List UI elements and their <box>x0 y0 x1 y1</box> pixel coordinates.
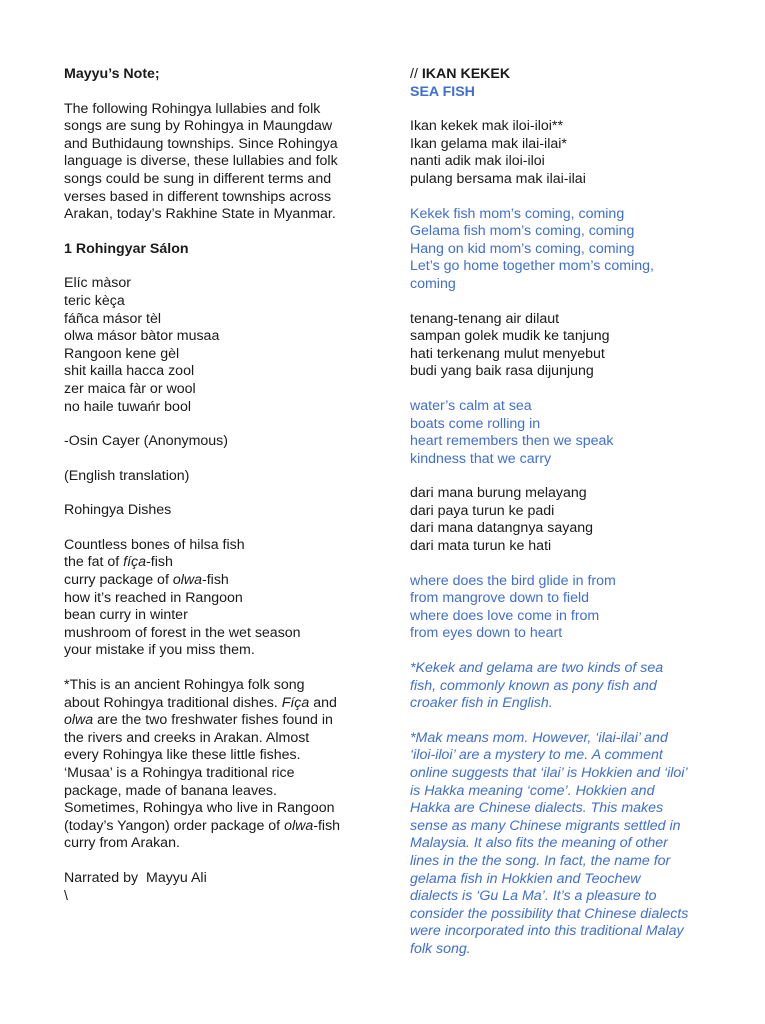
poem-line: water’s calm at sea <box>410 397 532 414</box>
poem-line: Ikan gelama mak ilai-ilai* <box>410 135 567 152</box>
trailing-backslash: \ <box>64 887 68 904</box>
footnote-paragraph <box>64 677 374 853</box>
poem-line: how it’s reached in Rangoon <box>64 589 243 606</box>
poem-line: curry package of olwa-fish <box>64 572 229 589</box>
poem-line: Elíc màsor <box>64 275 132 292</box>
poem-line: Countless bones of hilsa fish <box>64 536 245 553</box>
text-line: curry from Arakan. <box>64 835 180 852</box>
text-line: (today’s Yangon) order package of olwa-fish <box>64 817 341 834</box>
song-heading: // IKAN KEKEK <box>410 66 511 82</box>
text-line: fish, commonly known as pony fish and <box>410 677 657 694</box>
text-line: consider the possibility that Chinese dialects <box>410 905 689 922</box>
text-line: lines in the the song. In fact, the name for <box>410 852 671 869</box>
poem-line: no haile tuwańr bool <box>64 398 191 415</box>
translated-poem <box>64 537 374 660</box>
text-line: verses based in different townships across <box>64 188 332 205</box>
text-line: songs could be sung in different terms and <box>64 170 332 187</box>
rohingya-poem <box>64 275 374 416</box>
note-title: Mayyu’s Note; <box>64 66 160 82</box>
text-line: online suggests that ‘ilai’ is Hokkien and ‘iloi’ <box>410 765 688 781</box>
left-column <box>64 66 374 905</box>
english-stanza-1 <box>410 206 735 294</box>
poem-line: shit kailla hacca zool <box>64 363 195 380</box>
poem-line: dari paya turun ke padi <box>410 502 555 519</box>
text-line: *Mak means mom. However, ‘ilai-ilai’ and <box>410 729 668 746</box>
poem-line: zer maica fàr or wool <box>64 380 196 397</box>
text-line: Hakka are Chinese dialects. This makes <box>410 800 664 817</box>
poem-line: from mangrove down to field <box>410 590 590 607</box>
poem-line: teric kèça <box>64 292 125 309</box>
text-line: were incorporated into this traditional Malay <box>410 923 684 940</box>
song-title: 1 Rohingyar Sálon <box>64 240 189 257</box>
text-line: olwa are the two freshwater fishes found in <box>64 712 333 729</box>
poem-line: heart remembers then we speak <box>410 433 614 450</box>
poem-line: boats come rolling in <box>410 415 541 432</box>
attribution: -Osin Cayer (Anonymous) <box>64 433 228 450</box>
poem-line: fáñca másor tèl <box>64 310 161 327</box>
footnote-mak <box>410 730 735 959</box>
poem-line: from eyes down to heart <box>410 625 563 642</box>
text-line: language is diverse, these lullabies and folk <box>64 153 338 170</box>
text-line: package, made of banana leaves. <box>64 782 277 799</box>
malay-stanza-3 <box>410 485 735 555</box>
text-line: Malaysia. It also fits the meaning of other <box>410 835 668 852</box>
text-line: ‘iloi-iloi’ are a mystery to me. A comment <box>410 747 663 764</box>
text-line: songs are sung by Rohingya in Maungdaw <box>64 118 333 135</box>
text-line: Sometimes, Rohingya who live in Rangoon <box>64 800 335 817</box>
text-line: dialects is ‘Gu La Ma’. It’s a pleasure to <box>410 888 657 905</box>
poem-line: Let’s go home together mom’s coming, <box>410 258 654 275</box>
song-subheading: SEA FISH <box>410 83 475 100</box>
poem-line: kindness that we carry <box>410 450 552 467</box>
text-line: The following Rohingya lullabies and folk <box>64 100 321 117</box>
intro-paragraph <box>64 101 374 224</box>
narrator-credit: Narrated by Mayyu Ali <box>64 869 207 886</box>
text-line: Arakan, today’s Rakhine State in Myanmar. <box>64 206 336 223</box>
text-line: and Buthidaung townships. Since Rohingya <box>64 135 338 152</box>
text-line: ‘Musaa’ is a Rohingya traditional rice <box>64 765 295 781</box>
malay-stanza-2 <box>410 311 735 381</box>
english-stanza-3 <box>410 573 735 643</box>
translation-title: Rohingya Dishes <box>64 502 172 519</box>
poem-line: dari mata turun ke hati <box>410 538 552 555</box>
text-line: *This is an ancient Rohingya folk song <box>64 677 305 694</box>
malay-stanza-1 <box>410 118 735 188</box>
poem-line: budi yang baik rasa dijunjung <box>410 363 594 380</box>
translation-label: (English translation) <box>64 467 190 484</box>
poem-line: nanti adik mak iloi-iloi <box>410 153 545 170</box>
poem-line: Hang on kid mom’s coming, coming <box>410 240 635 257</box>
text-line: *Kekek and gelama are two kinds of sea <box>410 660 664 677</box>
text-line: sense as many Chinese migrants settled in <box>410 817 681 834</box>
text-line: folk song. <box>410 940 471 957</box>
poem-line: tenang-tenang air dilaut <box>410 310 560 327</box>
poem-line: dari mana datangnya sayang <box>410 520 593 537</box>
text-line: about Rohingya traditional dishes. Fíça and <box>64 694 337 711</box>
english-stanza-2 <box>410 398 735 468</box>
poem-line: coming <box>410 275 456 292</box>
text-line: gelama fish in Hokkien and Teochew <box>410 870 641 887</box>
poem-line: the fat of fíça-fish <box>64 554 173 571</box>
poem-line: Gelama fish mom’s coming, coming <box>410 223 635 240</box>
poem-line: Rangoon kene gèl <box>64 345 180 362</box>
poem-line: mushroom of forest in the wet season <box>64 624 301 641</box>
poem-line: Ikan kekek mak iloi-iloi** <box>410 118 563 135</box>
poem-line: olwa másor bàtor musaa <box>64 328 220 345</box>
footnote-fish <box>410 660 735 713</box>
poem-line: sampan golek mudik ke tanjung <box>410 328 610 345</box>
poem-line: pulang bersama mak ilai-ilai <box>410 170 586 187</box>
poem-line: hati terkenang mulut menyebut <box>410 345 605 362</box>
poem-line: where does love come in from <box>410 607 600 624</box>
text-line: is Hakka meaning ‘come’. Hokkien and <box>410 782 655 799</box>
poem-line: bean curry in winter <box>64 607 188 624</box>
poem-line: where does the bird glide in from <box>410 572 616 589</box>
right-column <box>410 66 735 959</box>
poem-line: Kekek fish mom’s coming, coming <box>410 205 625 222</box>
text-line: the rivers and creeks in Arakan. Almost <box>64 729 310 746</box>
text-line: croaker fish in English. <box>410 695 553 712</box>
text-line: every Rohingya like these little fishes. <box>64 747 301 764</box>
poem-line: your mistake if you miss them. <box>64 642 255 659</box>
poem-line: dari mana burung melayang <box>410 485 587 502</box>
